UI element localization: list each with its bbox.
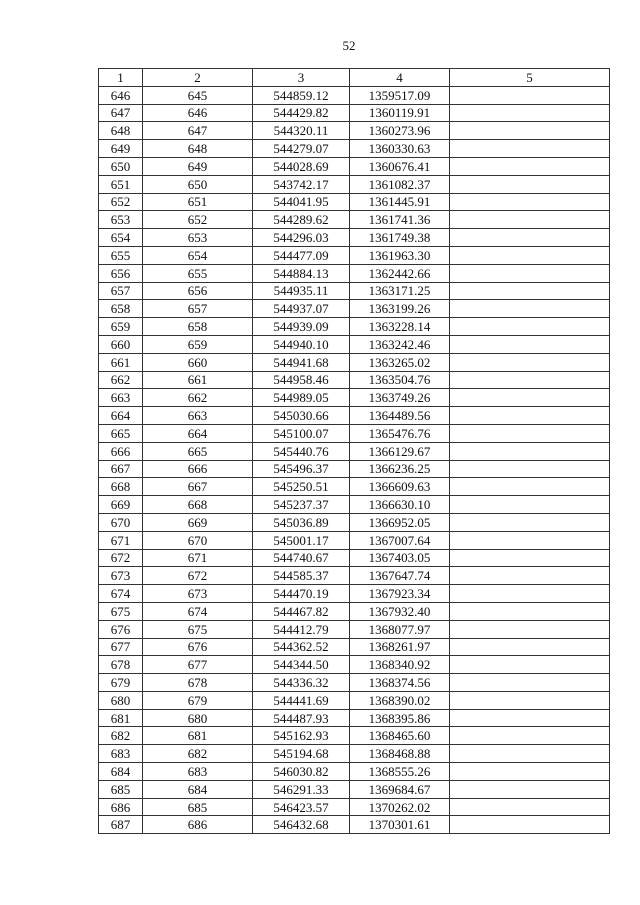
table-cell-col-5 bbox=[450, 353, 610, 371]
table-cell-col-4: 1368374.56 bbox=[350, 674, 450, 692]
table-cell-col-1: 661 bbox=[99, 353, 143, 371]
table-cell-col-5 bbox=[450, 478, 610, 496]
table-cell-col-5 bbox=[450, 318, 610, 336]
table-cell-col-3: 544740.67 bbox=[253, 549, 350, 567]
table-cell-col-2: 668 bbox=[143, 496, 253, 514]
table-cell-col-2: 677 bbox=[143, 656, 253, 674]
table-cell-col-2: 670 bbox=[143, 531, 253, 549]
table-cell-col-2: 684 bbox=[143, 780, 253, 798]
table-row bbox=[99, 656, 610, 674]
table-cell-col-1: 677 bbox=[99, 638, 143, 656]
table-cell-col-3: 545001.17 bbox=[253, 531, 350, 549]
table-cell-col-3: 545100.07 bbox=[253, 424, 350, 442]
table-cell-col-4: 1360119.91 bbox=[350, 104, 450, 122]
table-cell-col-5 bbox=[450, 763, 610, 781]
table-cell-col-1: 654 bbox=[99, 229, 143, 247]
table-row bbox=[99, 246, 610, 264]
table-cell-col-3: 544859.12 bbox=[253, 86, 350, 104]
table-cell-col-2: 665 bbox=[143, 442, 253, 460]
table-cell-col-5 bbox=[450, 816, 610, 834]
table-cell-col-1: 675 bbox=[99, 602, 143, 620]
table-cell-col-5 bbox=[450, 567, 610, 585]
table-cell-col-4: 1365476.76 bbox=[350, 424, 450, 442]
table-row bbox=[99, 175, 610, 193]
table-header-row bbox=[99, 69, 610, 87]
table-row bbox=[99, 478, 610, 496]
table-cell-col-4: 1361749.38 bbox=[350, 229, 450, 247]
table-cell-col-3: 544320.11 bbox=[253, 122, 350, 140]
table-row bbox=[99, 780, 610, 798]
table-cell-col-4: 1363199.26 bbox=[350, 300, 450, 318]
table-cell-col-4: 1363265.02 bbox=[350, 353, 450, 371]
table-cell-col-4: 1363171.25 bbox=[350, 282, 450, 300]
page-number: 52 bbox=[342, 38, 356, 53]
table-cell-col-2: 652 bbox=[143, 211, 253, 229]
table-row bbox=[99, 157, 610, 175]
table-cell-col-3: 545036.89 bbox=[253, 513, 350, 531]
table-cell-col-4: 1367007.64 bbox=[350, 531, 450, 549]
table-cell-col-4: 1361963.30 bbox=[350, 246, 450, 264]
table-cell-col-3: 546291.33 bbox=[253, 780, 350, 798]
table-cell-col-1: 674 bbox=[99, 585, 143, 603]
column-header-4: 4 bbox=[350, 69, 450, 87]
table-cell-col-1: 653 bbox=[99, 211, 143, 229]
table-cell-col-3: 544941.68 bbox=[253, 353, 350, 371]
table-cell-col-3: 545162.93 bbox=[253, 727, 350, 745]
table-cell-col-3: 546432.68 bbox=[253, 816, 350, 834]
table-cell-col-4: 1367923.34 bbox=[350, 585, 450, 603]
table-row bbox=[99, 140, 610, 158]
table-cell-col-5 bbox=[450, 157, 610, 175]
table-row bbox=[99, 460, 610, 478]
table-cell-col-1: 659 bbox=[99, 318, 143, 336]
table-cell-col-4: 1370301.61 bbox=[350, 816, 450, 834]
table-cell-col-2: 659 bbox=[143, 335, 253, 353]
table-body bbox=[99, 86, 610, 833]
table-cell-col-2: 675 bbox=[143, 620, 253, 638]
table-cell-col-1: 650 bbox=[99, 157, 143, 175]
table-cell-col-5 bbox=[450, 460, 610, 478]
table-cell-col-4: 1370262.02 bbox=[350, 798, 450, 816]
table-row bbox=[99, 745, 610, 763]
table-cell-col-5 bbox=[450, 122, 610, 140]
table-cell-col-5 bbox=[450, 780, 610, 798]
table-row bbox=[99, 674, 610, 692]
table-cell-col-4: 1367932.40 bbox=[350, 602, 450, 620]
table-cell-col-5 bbox=[450, 335, 610, 353]
table-cell-col-4: 1368340.92 bbox=[350, 656, 450, 674]
table-cell-col-4: 1366609.63 bbox=[350, 478, 450, 496]
table-cell-col-5 bbox=[450, 407, 610, 425]
table-cell-col-5 bbox=[450, 229, 610, 247]
table-cell-col-2: 679 bbox=[143, 691, 253, 709]
table-cell-col-1: 667 bbox=[99, 460, 143, 478]
table-row bbox=[99, 371, 610, 389]
table-cell-col-1: 678 bbox=[99, 656, 143, 674]
table-cell-col-1: 686 bbox=[99, 798, 143, 816]
table-cell-col-3: 544279.07 bbox=[253, 140, 350, 158]
table-cell-col-1: 666 bbox=[99, 442, 143, 460]
table-cell-col-4: 1363228.14 bbox=[350, 318, 450, 336]
table-cell-col-2: 662 bbox=[143, 389, 253, 407]
table-cell-col-3: 545030.66 bbox=[253, 407, 350, 425]
table-cell-col-4: 1368555.26 bbox=[350, 763, 450, 781]
table-cell-col-5 bbox=[450, 140, 610, 158]
table-cell-col-1: 684 bbox=[99, 763, 143, 781]
table-cell-col-3: 544362.52 bbox=[253, 638, 350, 656]
table-cell-col-3: 545250.51 bbox=[253, 478, 350, 496]
table-cell-col-3: 545194.68 bbox=[253, 745, 350, 763]
table-cell-col-5 bbox=[450, 496, 610, 514]
table-cell-col-2: 673 bbox=[143, 585, 253, 603]
table-cell-col-1: 664 bbox=[99, 407, 143, 425]
table-cell-col-1: 651 bbox=[99, 175, 143, 193]
table-cell-col-5 bbox=[450, 656, 610, 674]
table-cell-col-2: 647 bbox=[143, 122, 253, 140]
table-cell-col-1: 657 bbox=[99, 282, 143, 300]
table-cell-col-1: 680 bbox=[99, 691, 143, 709]
table-cell-col-1: 673 bbox=[99, 567, 143, 585]
table-cell-col-2: 654 bbox=[143, 246, 253, 264]
table-cell-col-5 bbox=[450, 549, 610, 567]
table-row bbox=[99, 727, 610, 745]
table-row bbox=[99, 300, 610, 318]
table-cell-col-5 bbox=[450, 638, 610, 656]
table-cell-col-2: 680 bbox=[143, 709, 253, 727]
table-cell-col-4: 1361082.37 bbox=[350, 175, 450, 193]
table-cell-col-5 bbox=[450, 602, 610, 620]
table-cell-col-1: 681 bbox=[99, 709, 143, 727]
table-cell-col-4: 1361445.91 bbox=[350, 193, 450, 211]
table-cell-col-4: 1360330.63 bbox=[350, 140, 450, 158]
table-cell-col-5 bbox=[450, 727, 610, 745]
table-cell-col-4: 1360676.41 bbox=[350, 157, 450, 175]
table-cell-col-2: 672 bbox=[143, 567, 253, 585]
table-cell-col-2: 645 bbox=[143, 86, 253, 104]
table-cell-col-1: 647 bbox=[99, 104, 143, 122]
table-row bbox=[99, 335, 610, 353]
table-cell-col-3: 544939.09 bbox=[253, 318, 350, 336]
table-cell-col-2: 671 bbox=[143, 549, 253, 567]
table-cell-col-1: 685 bbox=[99, 780, 143, 798]
table-cell-col-2: 646 bbox=[143, 104, 253, 122]
coordinates-table bbox=[98, 68, 610, 834]
table-cell-col-4: 1361741.36 bbox=[350, 211, 450, 229]
table-cell-col-2: 682 bbox=[143, 745, 253, 763]
table-cell-col-3: 546030.82 bbox=[253, 763, 350, 781]
table-cell-col-5 bbox=[450, 264, 610, 282]
table-cell-col-4: 1364489.56 bbox=[350, 407, 450, 425]
table-cell-col-5 bbox=[450, 389, 610, 407]
table-cell-col-2: 656 bbox=[143, 282, 253, 300]
table-cell-col-1: 658 bbox=[99, 300, 143, 318]
table-cell-col-1: 660 bbox=[99, 335, 143, 353]
table-cell-col-1: 679 bbox=[99, 674, 143, 692]
table-row bbox=[99, 513, 610, 531]
table-cell-col-5 bbox=[450, 371, 610, 389]
table-cell-col-3: 544336.32 bbox=[253, 674, 350, 692]
table-cell-col-4: 1363504.76 bbox=[350, 371, 450, 389]
table-cell-col-4: 1360273.96 bbox=[350, 122, 450, 140]
table-cell-col-4: 1366952.05 bbox=[350, 513, 450, 531]
table-cell-col-1: 671 bbox=[99, 531, 143, 549]
table-cell-col-3: 544477.09 bbox=[253, 246, 350, 264]
table-row bbox=[99, 816, 610, 834]
table-cell-col-3: 544884.13 bbox=[253, 264, 350, 282]
table-cell-col-4: 1368465.60 bbox=[350, 727, 450, 745]
table-cell-col-1: 662 bbox=[99, 371, 143, 389]
table-row bbox=[99, 122, 610, 140]
table-cell-col-5 bbox=[450, 691, 610, 709]
table-cell-col-5 bbox=[450, 424, 610, 442]
table-cell-col-2: 664 bbox=[143, 424, 253, 442]
table-row bbox=[99, 389, 610, 407]
table-cell-col-5 bbox=[450, 300, 610, 318]
table-row bbox=[99, 211, 610, 229]
table-row bbox=[99, 638, 610, 656]
table-row bbox=[99, 709, 610, 727]
table-cell-col-1: 665 bbox=[99, 424, 143, 442]
table-row bbox=[99, 229, 610, 247]
table-row bbox=[99, 193, 610, 211]
table-cell-col-3: 544041.95 bbox=[253, 193, 350, 211]
table-cell-col-3: 545496.37 bbox=[253, 460, 350, 478]
table-cell-col-3: 544429.82 bbox=[253, 104, 350, 122]
table-cell-col-2: 649 bbox=[143, 157, 253, 175]
table-cell-col-1: 668 bbox=[99, 478, 143, 496]
table-cell-col-1: 652 bbox=[99, 193, 143, 211]
table-cell-col-1: 670 bbox=[99, 513, 143, 531]
table-cell-col-5 bbox=[450, 104, 610, 122]
column-header-1: 1 bbox=[99, 69, 143, 87]
table-cell-col-3: 544470.19 bbox=[253, 585, 350, 603]
table-row bbox=[99, 549, 610, 567]
table-row bbox=[99, 264, 610, 282]
table-cell-col-2: 653 bbox=[143, 229, 253, 247]
table-cell-col-4: 1363242.46 bbox=[350, 335, 450, 353]
table-cell-col-2: 666 bbox=[143, 460, 253, 478]
table-cell-col-3: 544989.05 bbox=[253, 389, 350, 407]
table-cell-col-3: 544937.07 bbox=[253, 300, 350, 318]
table-row bbox=[99, 691, 610, 709]
table-cell-col-2: 674 bbox=[143, 602, 253, 620]
table-cell-col-3: 544412.79 bbox=[253, 620, 350, 638]
table-cell-col-2: 681 bbox=[143, 727, 253, 745]
table-cell-col-4: 1363749.26 bbox=[350, 389, 450, 407]
table-cell-col-1: 648 bbox=[99, 122, 143, 140]
table-cell-col-5 bbox=[450, 86, 610, 104]
table-cell-col-4: 1367403.05 bbox=[350, 549, 450, 567]
table-row bbox=[99, 104, 610, 122]
table-cell-col-4: 1359517.09 bbox=[350, 86, 450, 104]
table-cell-col-5 bbox=[450, 193, 610, 211]
column-header-5: 5 bbox=[450, 69, 610, 87]
table-cell-col-4: 1368390.02 bbox=[350, 691, 450, 709]
table-cell-col-3: 543742.17 bbox=[253, 175, 350, 193]
column-header-3: 3 bbox=[253, 69, 350, 87]
table-cell-col-1: 669 bbox=[99, 496, 143, 514]
table-row bbox=[99, 407, 610, 425]
table-cell-col-5 bbox=[450, 620, 610, 638]
table-cell-col-2: 648 bbox=[143, 140, 253, 158]
table-cell-col-4: 1362442.66 bbox=[350, 264, 450, 282]
table-row bbox=[99, 424, 610, 442]
table-cell-col-3: 544467.82 bbox=[253, 602, 350, 620]
table-row bbox=[99, 442, 610, 460]
table-cell-col-1: 687 bbox=[99, 816, 143, 834]
table-cell-col-2: 686 bbox=[143, 816, 253, 834]
table-row bbox=[99, 353, 610, 371]
table-cell-col-4: 1369684.67 bbox=[350, 780, 450, 798]
table-cell-col-2: 676 bbox=[143, 638, 253, 656]
table-cell-col-3: 544940.10 bbox=[253, 335, 350, 353]
table-cell-col-4: 1367647.74 bbox=[350, 567, 450, 585]
table-cell-col-4: 1366129.67 bbox=[350, 442, 450, 460]
table-cell-col-1: 656 bbox=[99, 264, 143, 282]
table-cell-col-3: 544935.11 bbox=[253, 282, 350, 300]
table-cell-col-3: 544344.50 bbox=[253, 656, 350, 674]
table-cell-col-3: 544441.69 bbox=[253, 691, 350, 709]
table-cell-col-4: 1366236.25 bbox=[350, 460, 450, 478]
table-cell-col-2: 667 bbox=[143, 478, 253, 496]
table-cell-col-5 bbox=[450, 585, 610, 603]
table-cell-col-2: 661 bbox=[143, 371, 253, 389]
table-cell-col-2: 658 bbox=[143, 318, 253, 336]
table-cell-col-2: 683 bbox=[143, 763, 253, 781]
table-cell-col-3: 544028.69 bbox=[253, 157, 350, 175]
table-cell-col-2: 669 bbox=[143, 513, 253, 531]
table-cell-col-3: 544289.62 bbox=[253, 211, 350, 229]
table-cell-col-1: 672 bbox=[99, 549, 143, 567]
table-cell-col-3: 545440.76 bbox=[253, 442, 350, 460]
table-cell-col-4: 1368468.88 bbox=[350, 745, 450, 763]
table-cell-col-1: 683 bbox=[99, 745, 143, 763]
table-cell-col-5 bbox=[450, 798, 610, 816]
column-header-2: 2 bbox=[143, 69, 253, 87]
table-cell-col-5 bbox=[450, 531, 610, 549]
table-cell-col-1: 646 bbox=[99, 86, 143, 104]
table-cell-col-2: 650 bbox=[143, 175, 253, 193]
table-cell-col-2: 663 bbox=[143, 407, 253, 425]
table-cell-col-2: 657 bbox=[143, 300, 253, 318]
table-cell-col-2: 678 bbox=[143, 674, 253, 692]
table-cell-col-5 bbox=[450, 674, 610, 692]
table-cell-col-5 bbox=[450, 513, 610, 531]
table-cell-col-3: 544296.03 bbox=[253, 229, 350, 247]
table-row bbox=[99, 602, 610, 620]
table-row bbox=[99, 318, 610, 336]
table-row bbox=[99, 531, 610, 549]
table-cell-col-5 bbox=[450, 246, 610, 264]
table-row bbox=[99, 86, 610, 104]
table-row bbox=[99, 585, 610, 603]
table-cell-col-5 bbox=[450, 282, 610, 300]
table-row bbox=[99, 282, 610, 300]
table-cell-col-4: 1368077.97 bbox=[350, 620, 450, 638]
table-row bbox=[99, 798, 610, 816]
table-cell-col-3: 544585.37 bbox=[253, 567, 350, 585]
table-cell-col-1: 663 bbox=[99, 389, 143, 407]
table-cell-col-4: 1366630.10 bbox=[350, 496, 450, 514]
table-cell-col-1: 682 bbox=[99, 727, 143, 745]
table-row bbox=[99, 567, 610, 585]
table-cell-col-2: 660 bbox=[143, 353, 253, 371]
table-cell-col-3: 544487.93 bbox=[253, 709, 350, 727]
table-cell-col-5 bbox=[450, 442, 610, 460]
table-cell-col-4: 1368261.97 bbox=[350, 638, 450, 656]
table-cell-col-2: 651 bbox=[143, 193, 253, 211]
table-cell-col-1: 676 bbox=[99, 620, 143, 638]
table-cell-col-3: 544958.46 bbox=[253, 371, 350, 389]
table-cell-col-5 bbox=[450, 175, 610, 193]
table-row bbox=[99, 763, 610, 781]
table-cell-col-4: 1368395.86 bbox=[350, 709, 450, 727]
table-cell-col-3: 546423.57 bbox=[253, 798, 350, 816]
table-row bbox=[99, 620, 610, 638]
table-cell-col-2: 655 bbox=[143, 264, 253, 282]
table-cell-col-1: 655 bbox=[99, 246, 143, 264]
table-cell-col-5 bbox=[450, 211, 610, 229]
table-cell-col-5 bbox=[450, 709, 610, 727]
table-cell-col-5 bbox=[450, 745, 610, 763]
table-cell-col-2: 685 bbox=[143, 798, 253, 816]
table-row bbox=[99, 496, 610, 514]
table-cell-col-3: 545237.37 bbox=[253, 496, 350, 514]
table-cell-col-1: 649 bbox=[99, 140, 143, 158]
